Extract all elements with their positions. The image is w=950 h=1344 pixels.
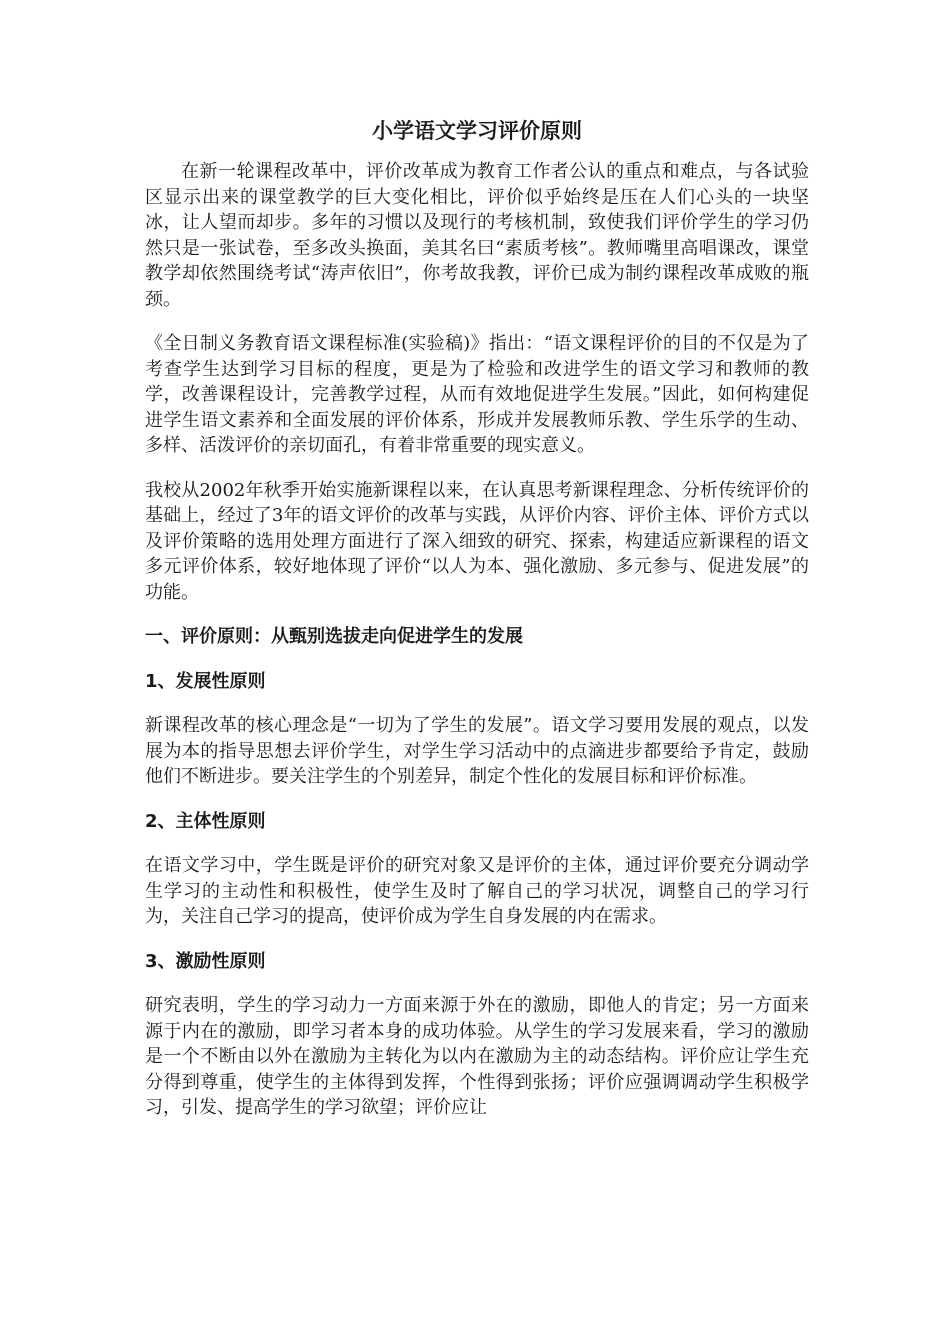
subheading-development: 1、发展性原则 <box>145 670 266 692</box>
paragraph-school-practice: 我校从2002年秋季开始实施新课程以来，在认真思考新课程理念、分析传统评价的基础上，经过了3年的语文评价的改革与实践，从评价内容、评价主体、评价方式以及评价策略的选用处理方面进行了深入细致的研究、探索，构建适应新课程的语文多元评价体系，较好地体现了评价“以人为本、强化激励、多元参与、促进发展”的功能。 <box>145 479 809 603</box>
paragraph-curriculum-standard: 《全日制义务教育语文课程标准(实验稿)》指出：“语文课程评价的目的不仅是为了考查学生达到学习目标的程度，更是为了检验和改进学生的语文学习和教师的教学，改善课程设计，完善教学过程，从而有效地促进学生发展。”因此，如何构建促进学生语文素养和全面发展的评价体系，形成并发展教师乐教、学生乐学的生动、多样、活泼评价的亲切面孔，有着非常重要的现实意义。 <box>145 333 809 457</box>
subheading-incentive: 3、激励性原则 <box>145 950 266 972</box>
document-title: 小学语文学习评价原则 <box>372 119 582 143</box>
section-heading-principles: 一、评价原则：从甄别选拔走向促进学生的发展 <box>145 626 523 648</box>
paragraph-incentive: 研究表明，学生的学习动力一方面来源于外在的激励，即他人的肯定；另一方面来源于内在的激励，即学习者本身的成功体验。从学生的学习发展来看，学习的激励是一个不断由以外在激励为主转化为以内在激励为主的动态结构。评价应让学生充分得到尊重，使学生的主体得到发挥，个性得到张扬；评价应强调调动学生积极学习，引发、提高学生的学习欲望；评价应让 <box>145 995 809 1119</box>
paragraph-development: 新课程改革的核心理念是“一切为了学生的发展”。语文学习要用发展的观点，以发展为本的指导思想去评价学生，对学生学习活动中的点滴进步都要给予肯定，鼓励他们不断进步。要关注学生的个别差异，制定个性化的发展目标和评价标准。 <box>145 715 809 788</box>
document-page <box>145 118 809 1140</box>
paragraph-intro: 在新一轮课程改革中，评价改革成为教育工作者公认的重点和难点，与各试验区显示出来的课堂教学的巨大变化相比，评价似乎始终是压在人们心头的一块坚冰，让人望而却步。多年的习惯以及现行的考核机制，致使我们评价学生的学习仍然只是一张试卷，至多改头换面，美其名曰“素质考核”。教师嘴里高唱课改，课堂教学却依然围绕考试“涛声依旧”，你考故我教，评价已成为制约课程改革成败的瓶颈。 <box>145 161 809 310</box>
paragraph-subjectivity: 在语文学习中，学生既是评价的研究对象又是评价的主体，通过评价要充分调动学生学习的主动性和积极性，使学生及时了解自己的学习状况，调整自己的学习行为，关注自己学习的提高，使评价成为学生自身发展的内在需求。 <box>145 855 809 928</box>
subheading-subjectivity: 2、主体性原则 <box>145 810 266 832</box>
